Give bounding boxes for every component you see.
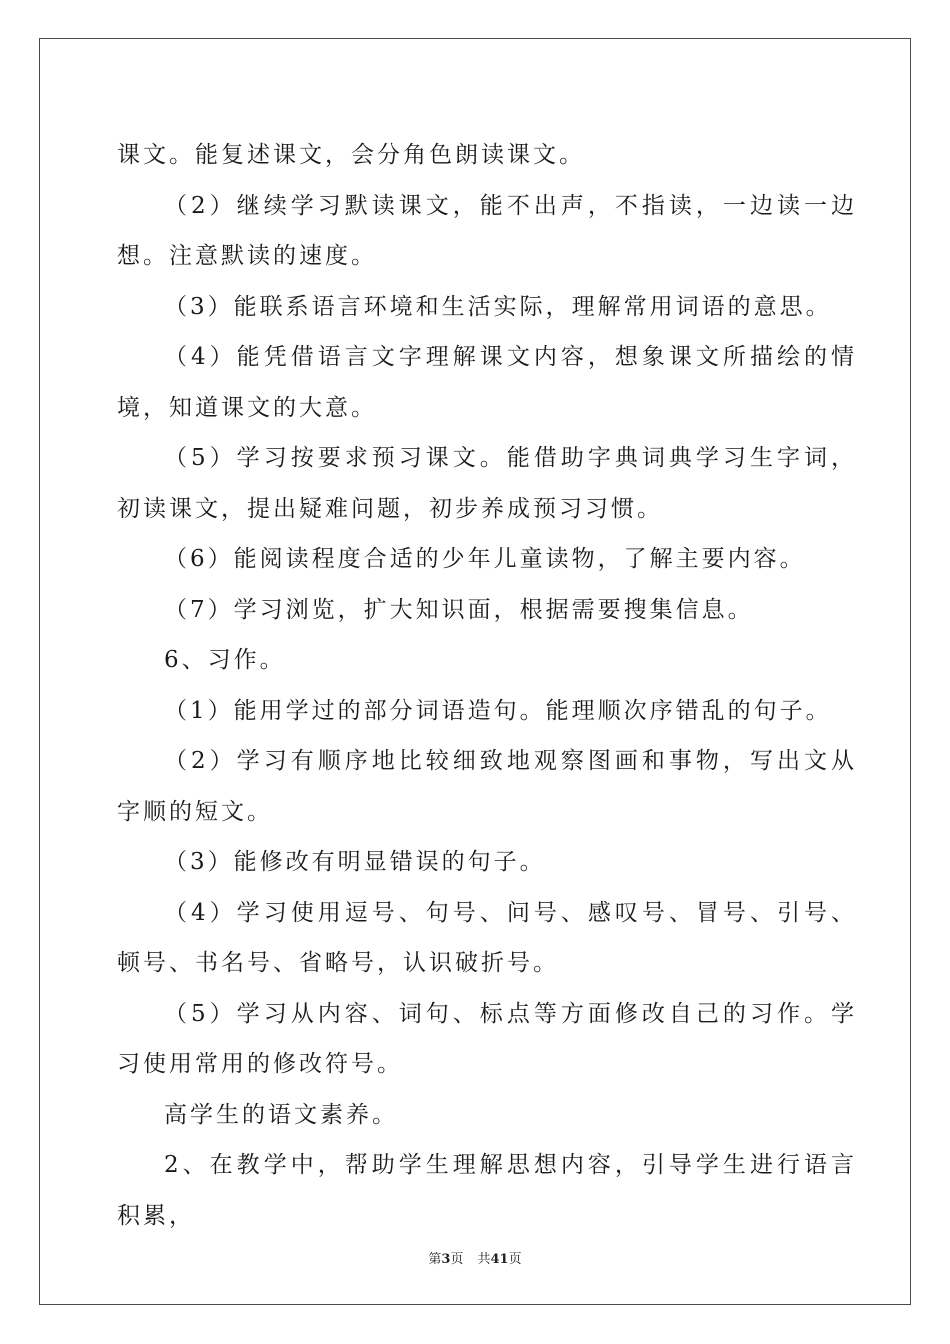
paragraph: （2）学习有顺序地比较细致地观察图画和事物，写出文从字顺的短文。	[117, 748, 857, 825]
paragraph: （1）能用学过的部分词语造句。能理顺次序错乱的句子。	[164, 697, 832, 724]
paragraph: （4）能凭借语言文字理解课文内容，想象课文所描绘的情境，知道课文的大意。	[117, 344, 857, 421]
total-prefix: 共	[477, 1252, 491, 1267]
page-footer	[0, 1248, 950, 1267]
section-heading: 6、习作。	[164, 647, 286, 673]
paragraph: （6）能阅读程度合适的少年儿童读物，了解主要内容。	[164, 546, 806, 572]
paragraph: （7）学习浏览，扩大知识面，根据需要搜集信息。	[164, 596, 754, 623]
paragraph: （5）学习按要求预习课文。能借助字典词典学习生字词，初读课文，提出疑难问题，初步养成预习习惯。	[117, 445, 857, 522]
total-pages: 41	[490, 1252, 509, 1267]
page-prefix: 第	[428, 1252, 442, 1267]
paragraph: 高学生的语文素养。	[164, 1101, 398, 1128]
paragraph: （2）继续学习默读课文，能不出声，不指读，一边读一边想。注意默读的速度。	[117, 192, 857, 269]
paragraph: 课文。能复述课文，会分角色朗读课文。	[117, 142, 585, 168]
total-suffix: 页	[508, 1252, 522, 1267]
paragraph: （4）学习使用逗号、句号、问号、感叹号、冒号、引号、顿号、书名号、省略号，认识破折号。	[117, 899, 857, 976]
paragraph: （3）能修改有明显错误的句子。	[164, 849, 546, 875]
paragraph: 2、在教学中，帮助学生理解思想内容，引导学生进行语言积累，	[117, 1152, 857, 1229]
paragraph: （3）能联系语言环境和生活实际，理解常用词语的意思。	[164, 293, 832, 320]
page-number: 3	[441, 1252, 451, 1267]
page-suffix: 页	[450, 1252, 464, 1267]
document-body	[117, 130, 857, 1241]
paragraph: （5）学习从内容、词句、标点等方面修改自己的习作。学习使用常用的修改符号。	[117, 1000, 857, 1077]
